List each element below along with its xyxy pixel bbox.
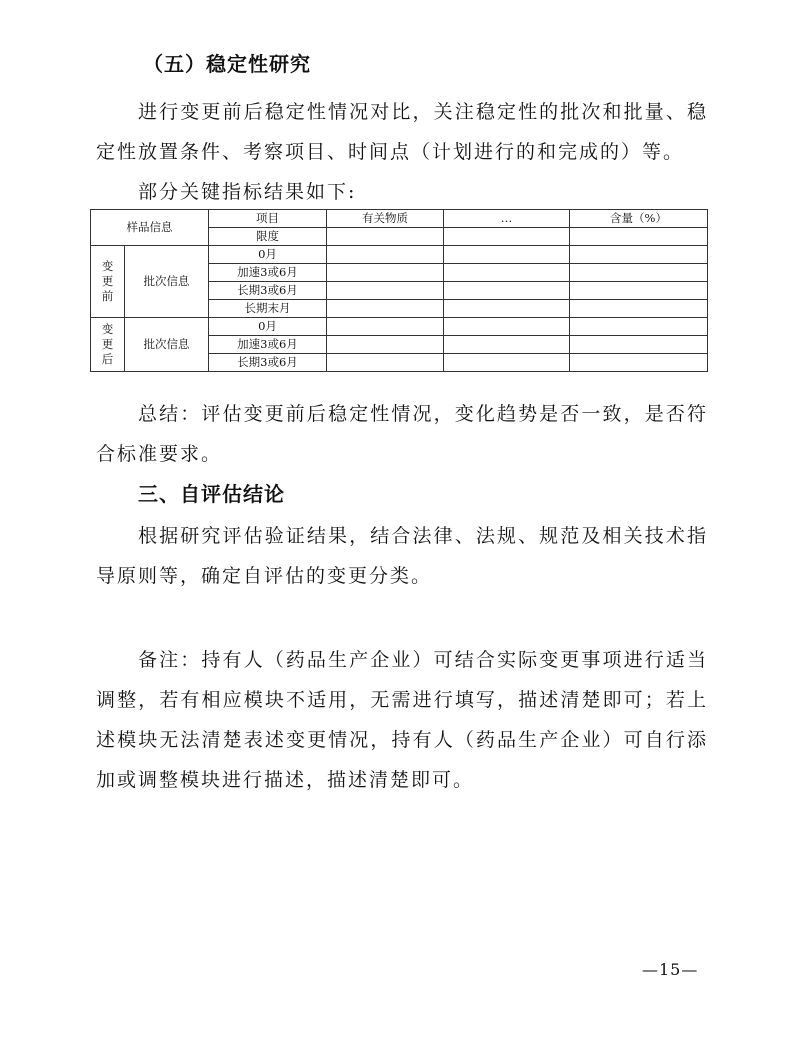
paragraph-stability-intro: 进行变更前后稳定性情况对比，关注稳定性的批次和批量、稳定性放置条件、考察项目、时间点（计划进行的和完成的）等。 [96, 101, 708, 163]
time-point: 长期3或6月 [209, 282, 327, 300]
paragraph-note: 备注：持有人（药品生产企业）可结合实际变更事项进行适当调整，若有相应模块不适用，无需进行填写，描述清楚即可；若上述模块无法清楚表述变更情况，持有人（药品生产企业）可自行添加或调整模块进行描述，描述清楚即可。 [96, 649, 708, 791]
paragraph-conclusion: 根据研究评估验证结果，结合法律、法规、规范及相关技术指导原则等，确定自评估的变更分类。 [96, 525, 708, 587]
before-change-label: 变 更 前 [91, 246, 125, 318]
header-content: 含量（%） [570, 210, 708, 228]
table-row [91, 318, 708, 336]
section-heading-stability: （五）稳定性研究 [143, 52, 311, 76]
header-related-substances: 有关物质 [327, 210, 444, 228]
stability-table [90, 209, 708, 372]
paragraph-key-indicators: 部分关键指标结果如下: [138, 181, 357, 203]
page-number: —15— [642, 960, 699, 979]
header-sample-info: 样品信息 [91, 210, 209, 246]
section-heading-self-assessment: 三、自评估结论 [138, 482, 285, 506]
header-project: 项目 [209, 210, 327, 228]
time-point: 加速3或6月 [209, 264, 327, 282]
time-point: 长期末月 [209, 300, 327, 318]
batch-info-before: 批次信息 [125, 246, 209, 318]
header-ellipsis: … [444, 210, 570, 228]
time-point: 0月 [209, 318, 327, 336]
time-point: 加速3或6月 [209, 336, 327, 354]
table-row [91, 210, 708, 228]
time-point: 0月 [209, 246, 327, 264]
header-limit: 限度 [209, 228, 327, 246]
batch-info-after: 批次信息 [125, 318, 209, 372]
paragraph-summary: 总结：评估变更前后稳定性情况，变化趋势是否一致，是否符合标准要求。 [96, 403, 708, 465]
table-row [91, 246, 708, 264]
after-change-label: 变 更 后 [91, 318, 125, 372]
time-point: 长期3或6月 [209, 354, 327, 372]
